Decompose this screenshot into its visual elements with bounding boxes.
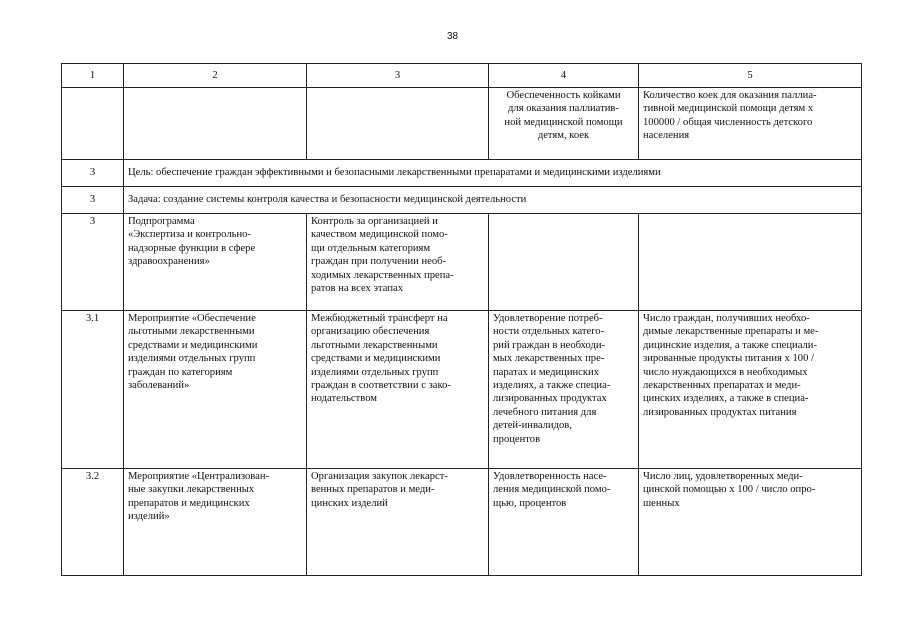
indicator-col5 [639,88,862,160]
column-header-4: 4 [489,64,639,88]
row-3-2-formula: Число лиц, удовлетворенных меди- цинской помощью х 100 / число опро- шенных [643,471,816,509]
table-row-3-1 [62,311,862,469]
subprogram-col3 [307,214,489,311]
row-3-1-indicator: Удовлетворение потреб- ности отдельных катего- рий граждан в необходи- мых лекарственных пре- паратах и медицинских изделиях, а также специа- лизированных продуктах лечебного питания для детей-инвалидов, процентов [493,313,611,445]
subprogram-number: 3 [62,214,124,311]
row-3-2-indicator: Удовлетворенность насе- ления медицинской помо- щью, процентов [493,471,611,509]
goal-text: Цель: обеспечение граждан эффективными и безопасными лекарственными препаратами и медицинскими изделиями [124,160,862,187]
indicator-col5-text: Количество коек для оказания паллиа- тивной медицинской помощи детям х 100000 / общая численность детского населения [643,90,817,142]
subprogram-col5 [639,214,862,311]
table-row-goal [62,160,862,187]
table-row-indicator [62,88,862,160]
column-header-1: 1 [62,64,124,88]
goal-number: 3 [62,160,124,187]
row-3-2-col2 [124,469,307,576]
row-3-2-content: Организация закупок лекарст- венных препаратов и меди- цинских изделий [311,471,448,509]
row-3-2-col5 [639,469,862,576]
row-3-2-activity: Мероприятие «Централизован- ные закупки лекарственных препаратов и медицинских изделий» [128,471,270,523]
indicator-col4 [489,88,639,160]
column-header-5: 5 [639,64,862,88]
row-3-1-col5 [639,311,862,469]
subprogram-col4 [489,214,639,311]
row-3-1-col4 [489,311,639,469]
table-header-row [62,64,862,88]
indicators-table [61,63,862,576]
column-header-2: 2 [124,64,307,88]
row-3-2-col4 [489,469,639,576]
task-text: Задача: создание системы контроля качества и безопасности медицинской деятельности [124,187,862,214]
indicator-col4-text: Обеспеченность койками для оказания паллиатив- ной медицинской помощи детям, коек [504,90,623,142]
table-row-subprogram [62,214,862,311]
table-row-3-2 [62,469,862,576]
row-3-1-col3 [307,311,489,469]
indicator-col3 [307,88,489,160]
row-3-1-number: 3.1 [62,311,124,469]
page-number: 38 [446,31,459,42]
row-3-2-col3 [307,469,489,576]
subprogram-description: Контроль за организацией и качеством медицинской помо- щи отдельным категориям граждан при получении необ- ходимых лекарственных препа- ратов на всех этапах [311,216,454,295]
subprogram-title: Подпрограмма «Экспертиза и контрольно- надзорные функции в сфере здравоохранения» [128,216,256,268]
row-3-1-formula: Число граждан, получивших необхо- димые лекарственные препараты и ме- дицинские изделия, а также специали- зированные продукты питания х 100 / число нуждающихся в необходимых лекарственных препаратах и меди- цинских изделиях, а также в специа- лизированных продуктах питания [643,313,819,418]
column-header-3: 3 [307,64,489,88]
row-3-1-col2 [124,311,307,469]
row-3-1-content: Межбюджетный трансферт на организацию обеспечения льготными лекарственными средствами и медицинскими изделиями отдельных групп граждан в соответствии с зако- нодательством [311,313,451,405]
row-3-2-number: 3.2 [62,469,124,576]
subprogram-col2 [124,214,307,311]
indicator-col2 [124,88,307,160]
task-number: 3 [62,187,124,214]
indicator-col1 [62,88,124,160]
row-3-1-activity: Мероприятие «Обеспечение льготными лекарственными средствами и медицинскими изделиями отдельных групп граждан по категориям заболеваний» [128,313,258,392]
table-row-task [62,187,862,214]
